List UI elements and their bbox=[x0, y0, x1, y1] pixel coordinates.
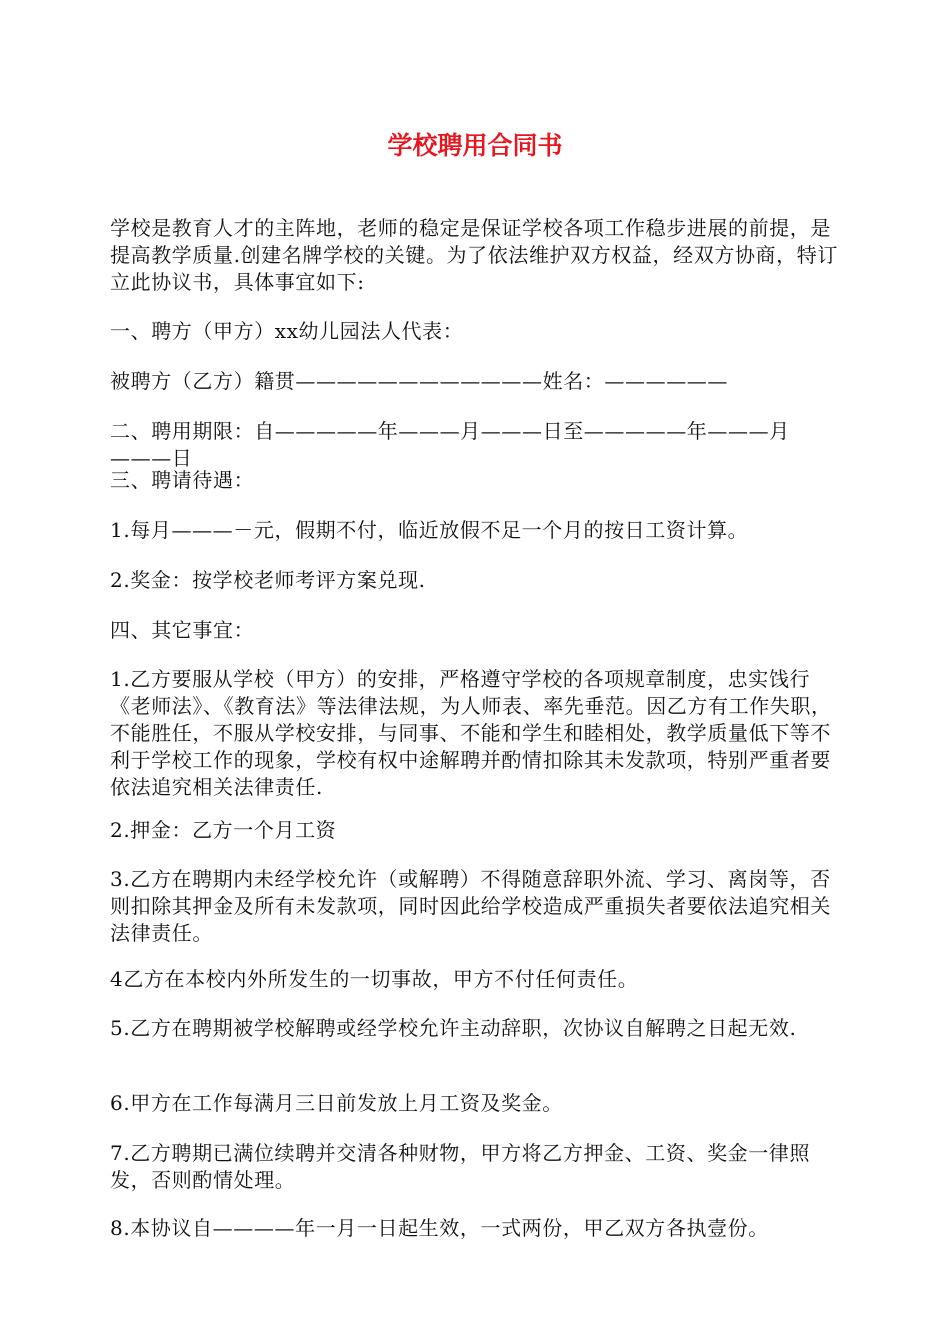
clause-term: 二、聘用期限：自—————年———月———日至—————年———月———日 bbox=[110, 419, 790, 470]
other-item-5: 5.乙方在聘期被学校解聘或经学校允许主动辞职，次协议自解聘之日起无效. bbox=[110, 1016, 797, 1040]
section-benefits-heading: 三、聘请待遇： bbox=[110, 468, 255, 492]
clause-employee: 被聘方（乙方）籍贯————————————姓名：—————— bbox=[110, 369, 728, 393]
document-title: 学校聘用合同书 bbox=[387, 131, 563, 160]
other-item-6: 6.甲方在工作每满月三日前发放上月工资及奖金。 bbox=[110, 1091, 563, 1115]
other-item-7: 7.乙方聘期已满位续聘并交清各种财物，甲方将乙方押金、工资、奖金一律照发，否则酌情处理。 bbox=[110, 1141, 811, 1192]
other-item-2: 2.押金：乙方一个月工资 bbox=[110, 818, 337, 842]
other-item-4: 4乙方在本校内外所发生的一切事故，甲方不付任何责任。 bbox=[110, 967, 639, 991]
other-item-1: 1.乙方要服从学校（甲方）的安排，严格遵守学校的各项规章制度，忠实饯行《老师法》、《教育法》等法律法规，为人师表、率先垂范。因乙方有工作失职，不能胜任，不服从学校安排，与同事、不能和学生和睦相处，教学质量低下等不利于学校工作的现象，学校有权中途解聘并酌情扣除其未发款项，特别严重者要依法追究相关法律责任. bbox=[110, 667, 832, 799]
section-other-heading: 四、其它事宜： bbox=[110, 618, 255, 642]
benefits-item-1: 1.每月———－元，假期不付，临近放假不足一个月的按日工资计算。 bbox=[110, 518, 749, 542]
intro-paragraph: 学校是教育人才的主阵地，老师的稳定是保证学校各项工作稳步进展的前提，是提高教学质量.创建名牌学校的关键。为了依法维护双方权益，经双方协商，特订立此协议书，具体事宜如下: bbox=[110, 216, 838, 294]
clause-employer: 一、聘方（甲方）xx幼儿园法人代表： bbox=[110, 319, 464, 343]
other-item-3: 3.乙方在聘期内未经学校允许（或解聘）不得随意辞职外流、学习、离岗等，否则扣除其押金及所有未发款项，同时因此给学校造成严重损失者要依法追究相关法律责任。 bbox=[110, 867, 831, 945]
benefits-item-2: 2.奖金：按学校老师考评方案兑现. bbox=[110, 568, 426, 592]
other-item-8: 8.本协议自————年一月一日起生效，一式两份，甲乙双方各执壹份。 bbox=[110, 1216, 769, 1240]
